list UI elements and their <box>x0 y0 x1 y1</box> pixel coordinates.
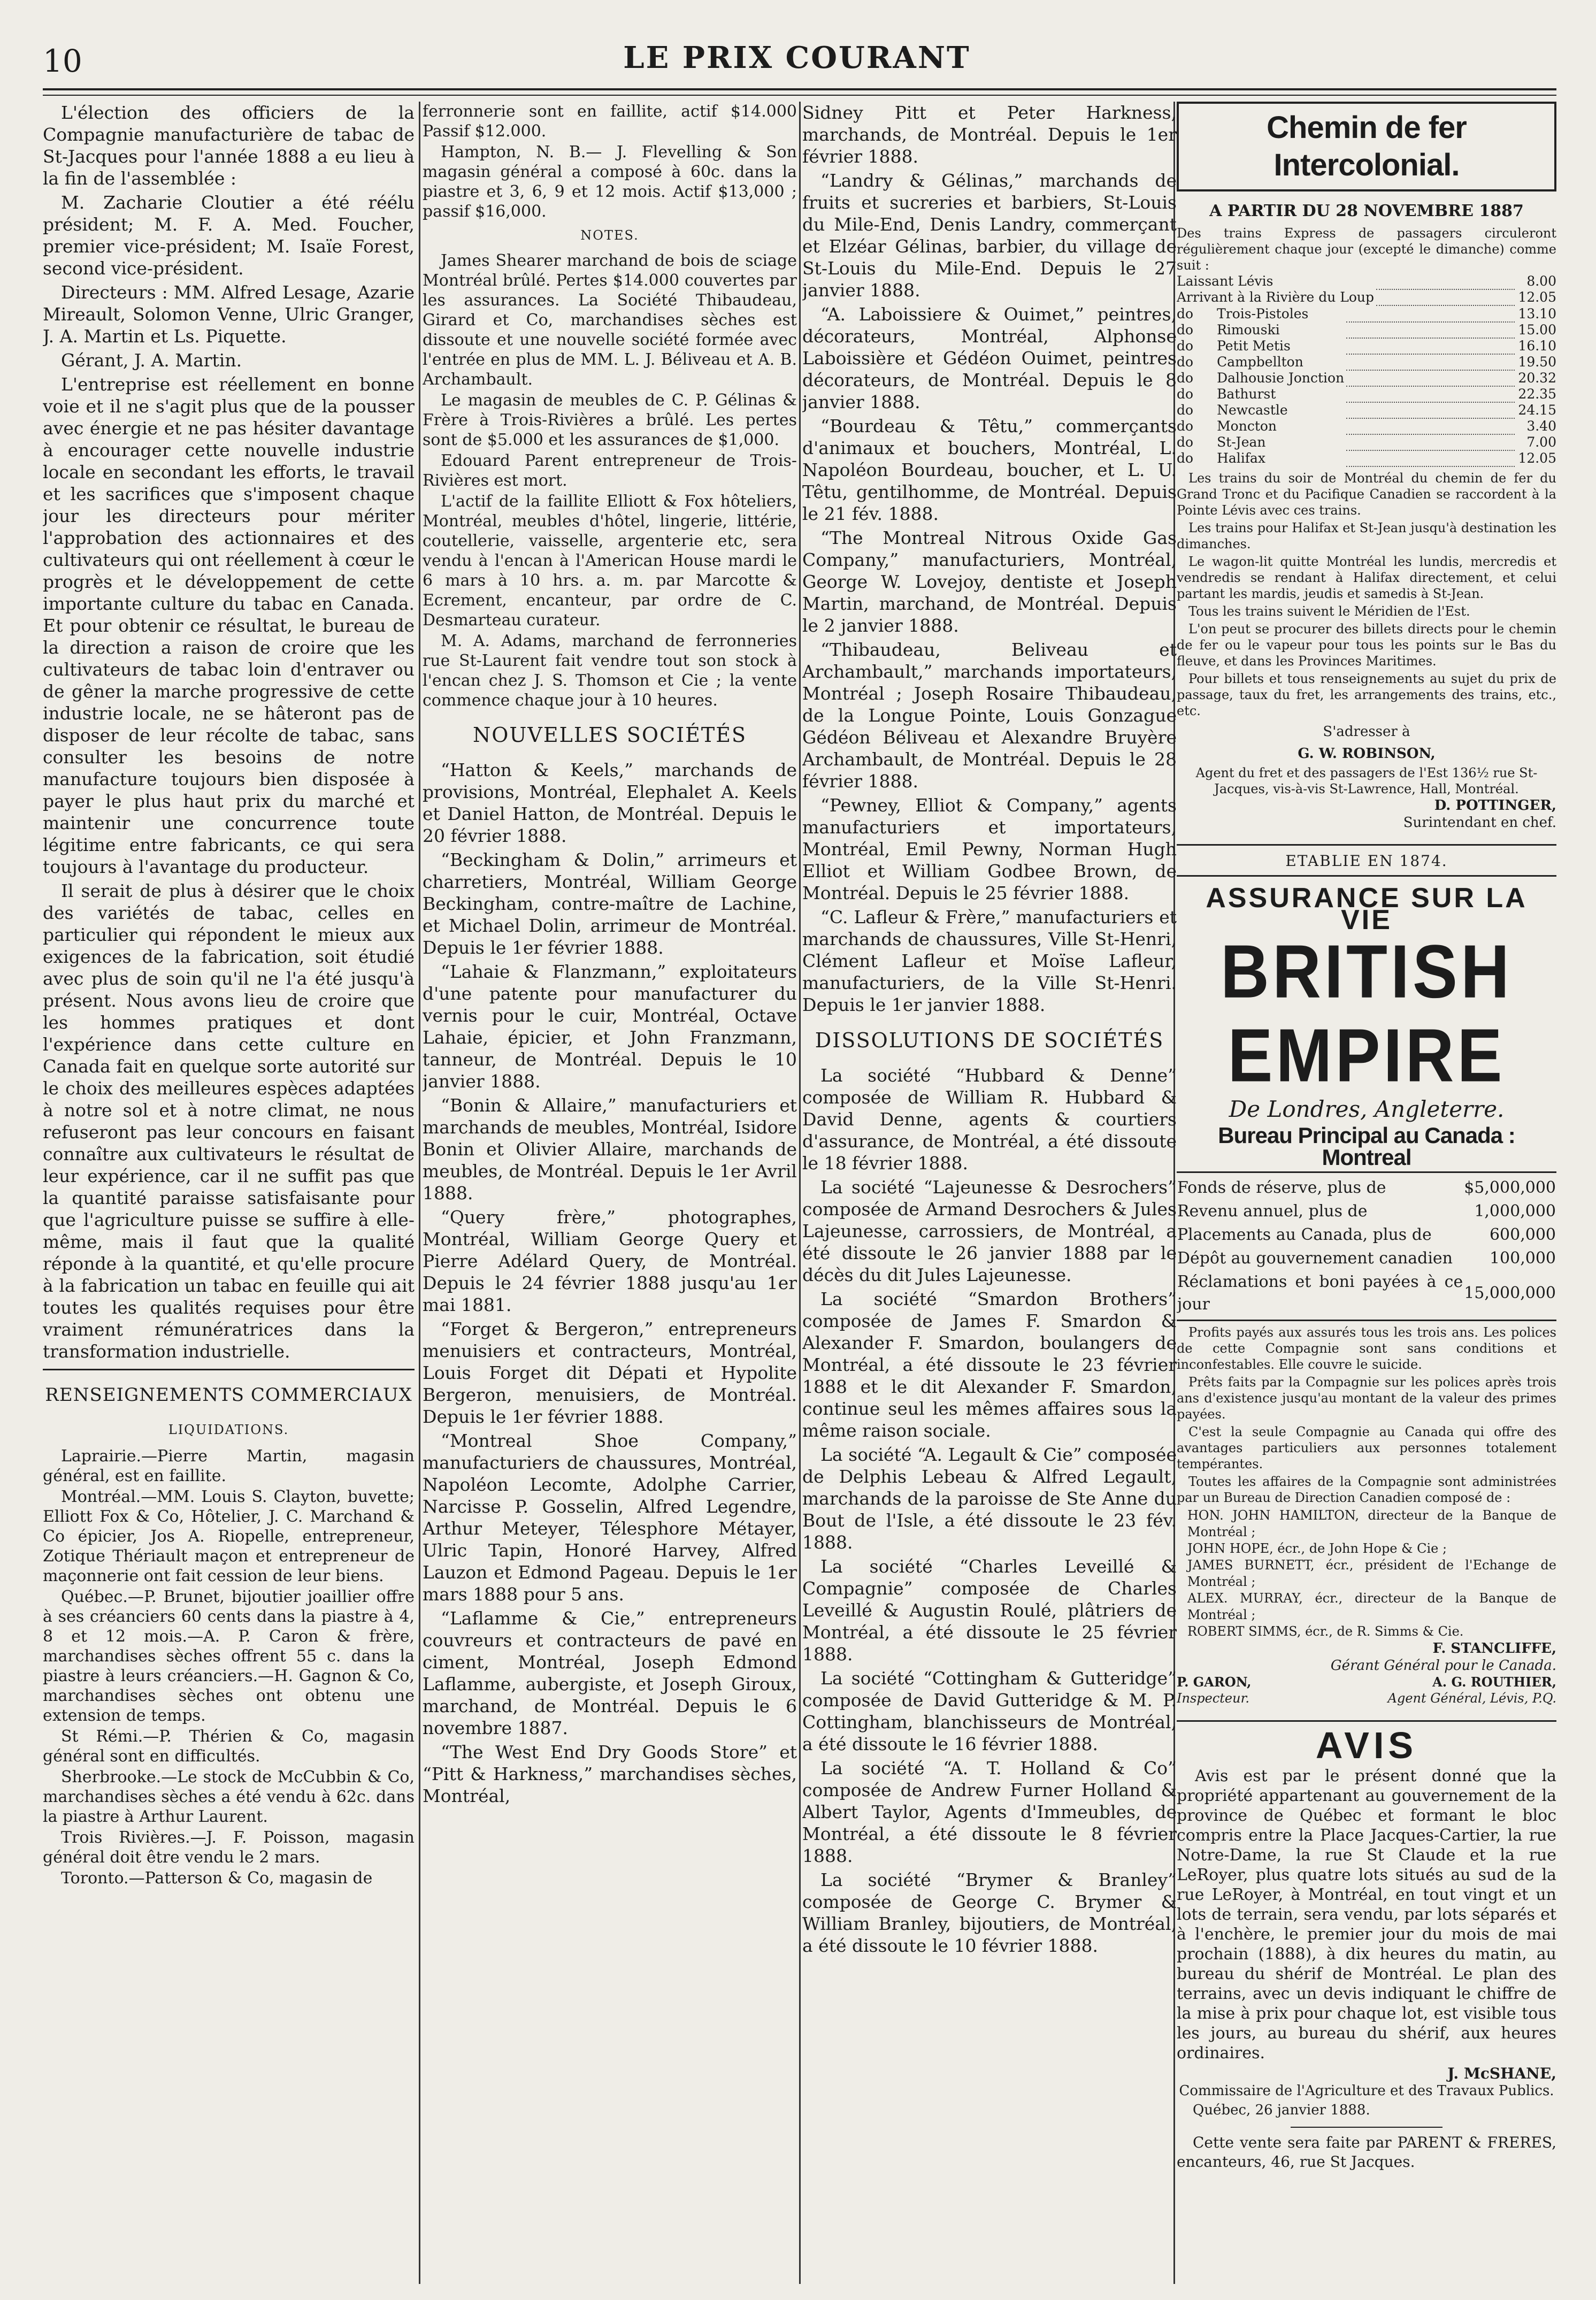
timetable-row <box>1177 354 1556 370</box>
figure-row <box>1177 1223 1556 1247</box>
list-item: “Montreal Shoe Company,” manufacturiers de chaussures, Montréal, Napoléon Lecomte, Adolphe Carrier, Narcisse P. Gosselin, Alfred Legendre, Arthur Meteyer, Télesphore Métayer, Ulric Tapin, Honoré Harvey, Alfred Lauzon et Edmond Pageau. Depuis le 1er mars 1888 pour 5 ans. <box>423 1430 797 1605</box>
arrival-time: 12.05 <box>1518 289 1556 305</box>
arrival-time: 19.50 <box>1518 354 1556 370</box>
signatories <box>1177 1674 1556 1706</box>
page-header <box>37 40 1556 83</box>
railway-title: Chemin de fer Intercolonial. <box>1267 110 1467 182</box>
list-item: La société “Cottingham & Gutteridge” composée de David Gutteridge & M. P. Cottingham, blanchisseurs de Montréal, a été dissoute le 16 février 1888. <box>802 1668 1177 1754</box>
ditto-mark: do <box>1177 402 1194 418</box>
ditto-mark: do <box>1177 418 1194 434</box>
timetable-row <box>1177 434 1556 450</box>
liquidations-list <box>43 1446 415 1888</box>
note: Pour billets et tous renseignements au sujet du prix de passage, taux du fret, les arrangements des trains, etc., etc. <box>1177 671 1556 718</box>
arrival-time: 15.00 <box>1518 322 1556 338</box>
list-item: “Laflamme & Cie,” entrepreneurs couvreurs et contracteurs de pavé en ciment, Montréal, Joseph Edmond Laflamme, aubergiste, et Joseph Giroux, marchand, de Montréal. Depuis le 6 novembre 1887. <box>423 1608 797 1738</box>
list-item: Toronto.—Patterson & Co, magasin de <box>61 1869 373 1888</box>
list-item: La société “Charles Leveillé & Compagnie” composée de Charles Leveillé & Augustin Roulé, plâtriers de Montréal, a été dissoute le 25 février 1888. <box>802 1556 1177 1665</box>
director: JAMES BURNETT, écr., président de l'Echange de Montréal ; <box>1187 1558 1556 1589</box>
list-item: “The West End Dry Goods Store” et “Pitt & Harkness,” marchandises sèches, Montréal, <box>423 1742 797 1806</box>
figure-label: Placements au Canada, plus de <box>1177 1225 1432 1244</box>
director: HON. JOHN HAMILTON, directeur de la Banque de Montréal ; <box>1187 1508 1556 1539</box>
company-city: De Londres, Angleterre. <box>1229 1096 1505 1122</box>
list-item: La société “Brymer & Branley” composée de George C. Brymer & William Branley, bijoutiers, de Montréal, a été dissoute le 10 février 1888. <box>802 1869 1177 1956</box>
timetable-row <box>1177 338 1556 354</box>
superintendent-title: Surintendant en chef. <box>1403 815 1556 831</box>
list-item: James Shearer marchand de bois de sciage Montréal brûlé. Pertes $14.000 couvertes par les assurances. La Société Thibaudeau, Girard et Co, marchandises sèches est dissoute et une nouvelle société formée avec l'entrée en plus de MM. L. J. Béliveau et A. B. Archambault. <box>423 251 797 389</box>
list-item: “Forget & Bergeron,” entrepreneurs menuisiers et contracteurs, Montréal, Louis Forget dit Dépati et Hypolite Bergeron, menuisiers, de Montréal. Depuis le 1er février 1888. <box>423 1318 797 1427</box>
inspector-title: Inspecteur. <box>1177 1691 1250 1706</box>
header-rule <box>43 88 1556 96</box>
manager-title: Gérant Général pour le Canada. <box>1330 1658 1556 1674</box>
list-item: “C. Lafleur & Frère,” manufacturiers et marchands de chaussures, Ville St-Henri, Clément Lafleur et Moïse Lafleur, manufacturiers, de la Ville St-Henri. Depuis le 1er janvier 1888. <box>802 907 1177 1015</box>
station-name: St-Jean <box>1217 434 1266 450</box>
station-name: Halifax <box>1217 450 1266 466</box>
established-year: ETABLIE EN 1874. <box>1285 852 1448 870</box>
signatory-title: Commissaire de l'Agriculture et des Travaux Publics. <box>1179 2083 1554 2099</box>
paragraph: M. Zacharie Cloutier a été réélu président; M. F. A. Med. Foucher, premier vice-président; M. Isaïe Forest, second vice-président. <box>43 192 415 279</box>
company-name: BRITISH EMPIRE <box>1221 929 1513 1098</box>
arrival-time: 3.40 <box>1526 418 1556 434</box>
list-item: Montréal.—MM. Louis S. Clayton, buvette; Elliott Fox & Co, Hôtelier, J. C. Marchand & Co épicier, Jos A. Riopelle, entrepreneur, Zotique Thériault maçon et entrepreneur de maçonnerie ont fait cession de leur biens. <box>43 1488 415 1585</box>
arrival-time: 16.10 <box>1518 338 1556 354</box>
note: C'est la seule Compagnie au Canada qui offre des avantages particuliers aux personnes totalement tempérantes. <box>1177 1424 1556 1471</box>
ditto-mark: do <box>1177 306 1194 321</box>
list-item: Trois Rivières.—J. F. Poisson, magasin général doit être vendu le 2 mars. <box>43 1828 415 1867</box>
sale-footer: Cette vente sera faite par PARENT & FRERES, encanteurs, 46, rue St Jacques. <box>1177 2134 1556 2171</box>
page-number: 10 <box>43 43 82 79</box>
figure-label: Dépôt au gouvernement canadien <box>1177 1249 1453 1268</box>
figure-value: $5,000,000 <box>1464 1178 1556 1197</box>
railway-schedule <box>1177 200 1556 831</box>
list-item: La société “Hubbard & Denne” composée de William R. Hubbard & David Denne, agents & courtiers d'assurance, de Montréal, a été dissoute le 18 février 1888. <box>802 1065 1177 1174</box>
general-agent-block <box>1388 1674 1556 1706</box>
figure-row <box>1177 1270 1556 1316</box>
insurance-notes <box>1177 1324 1556 1506</box>
address-intro: S'adresser à <box>1323 724 1410 740</box>
station-name: Trois-Pistoles <box>1217 306 1309 321</box>
business-items <box>423 102 797 710</box>
ditto-mark: do <box>1177 450 1194 466</box>
avis-title: AVIS <box>1315 1724 1418 1766</box>
list-item: Québec.—P. Brunet, bijoutier joaillier offre à ses créanciers 60 cents dans la piastre à 4, 8 et 12 mois.—A. P. Caron & frère, marchandises sèches offrent 55 c. dans la piastre à leurs créanciers.—H. Gagnon & Co, marchandises sèches ont obtenu une extension de temps. <box>43 1588 415 1725</box>
list-item: L'actif de la faillite Elliott & Fox hôteliers, Montréal, meubles d'hôtel, lingerie, littérie, coutellerie, vaisselle, argenterie etc, sera vendu à l'encan à l'American House mardi le 6 mars à 10 hrs. a. m. par Marcotte & Ecrement, encanteur, par ordre de C. Desmarteau curateur. <box>423 492 797 630</box>
section-heading-nouvelles-societes: NOUVELLES SOCIÉTÉS <box>472 723 747 747</box>
inspector-block <box>1177 1674 1252 1706</box>
list-item: “Thibaudeau, Beliveau et Archambault,” marchands importateurs, Montréal ; Joseph Rosaire Thibaudeau, de la Longue Pointe, Louis Gonzague Gédéon Béliveau et Alexandre Bruyère Archambault, de Montréal. Depuis le 28 février 1888. <box>802 639 1177 792</box>
note: Les trains pour Halifax et St-Jean jusqu'à destination les dimanches. <box>1177 520 1556 551</box>
list-item: La société “Smardon Brothers” composée de James F. Smardon & Alexander F. Smardon, boulangers de Montréal, a été dissoute le 23 février 1888 et le dit Alexander F. Smardon, continue seul les mêmes affaires sous la même raison sociale. <box>802 1289 1177 1441</box>
manager-name: F. STANCLIFFE, <box>1432 1640 1556 1657</box>
column-1 <box>43 102 415 2284</box>
list-item: La société “A. T. Holland & Co” composée de Andrew Furner Holland & Albert Taylor, Agents d'Immeubles, de Montréal, a été dissoute le 8 février 1888. <box>802 1758 1177 1866</box>
list-item: “The Montreal Nitrous Oxide Gas Company,” manufacturiers, Montréal, George W. Lovejoy, dentiste et Joseph Martin, marchand, de Montréal. Depuis le 2 janvier 1888. <box>802 527 1177 636</box>
arrival-time: 20.32 <box>1518 370 1556 386</box>
agent-name: G. W. ROBINSON, <box>1298 746 1436 762</box>
director: ROBERT SIMMS, écr., de R. Simms & Cie. <box>1187 1624 1464 1639</box>
agent-address: Agent du fret et des passagers de l'Est 136½ rue St-Jacques, vis-à-vis St-Lawrence, Hall, Montréal. <box>1195 765 1538 796</box>
timetable-row <box>1177 289 1556 305</box>
figure-value: 1,000,000 <box>1474 1202 1556 1221</box>
superintendent-name: D. POTTINGER, <box>1434 798 1556 814</box>
list-item: “Lahaie & Flanzmann,” exploitateurs d'une patente pour manufacturer du vernis pour le cuir, Montréal, Octave Lahaie, épicier, et John Franzmann, tanneur, de Montréal. Depuis le 10 janvier 1888. <box>423 961 797 1092</box>
new-companies-list <box>423 759 797 1807</box>
list-item: “Bourdeau & Têtu,” commerçants d'animaux et bouchers, Montréal, L. Napoléon Bourdeau, boucher, et L. U. Têtu, gentilhomme, de Montréal. Depuis le 21 fév. 1888. <box>802 416 1177 524</box>
column-3 <box>802 102 1177 2284</box>
figure-value: 600,000 <box>1489 1225 1556 1244</box>
subheading-liquidations: LIQUIDATIONS. <box>168 1422 289 1437</box>
ditto-mark: do <box>1177 322 1194 338</box>
timetable-row <box>1177 418 1556 434</box>
list-item: Edouard Parent entrepreneur de Trois-Rivières est mort. <box>423 451 797 490</box>
figure-row <box>1177 1247 1556 1270</box>
list-item: Sidney Pitt et Peter Harkness, marchands, de Montréal. Depuis le 1er février 1888. <box>802 102 1177 167</box>
list-item: Laprairie.—Pierre Martin, magasin général, est en faillite. <box>43 1447 415 1485</box>
departure-time: 8.00 <box>1526 273 1556 289</box>
railway-subtitle: A PARTIR DU 28 NOVEMBRE 1887 <box>1209 202 1524 220</box>
rule <box>1177 875 1556 877</box>
list-item: “A. Laboissiere & Ouimet,” peintres, décorateurs, Montréal, Alphonse Laboissière et Gédéon Ouimet, peintres décorateurs, de Montréal. Depuis le 8 janvier 1888. <box>802 304 1177 412</box>
timetable <box>1177 273 1556 306</box>
list-item: Sherbrooke.—Le stock de McCubbin & Co, marchandises sèches a été vendu à 62c. dans la piastre à Arthur Laurent. <box>43 1768 415 1826</box>
paragraph: L'élection des officiers de la Compagnie manufacturière de tabac de St-Jacques pour l'année 1888 a eu lieu à la fin de l'assemblée : <box>43 102 415 189</box>
figure-value: 100,000 <box>1489 1249 1556 1268</box>
section-rule <box>1177 844 1556 846</box>
dissolutions-list <box>802 1064 1177 1957</box>
section-rule <box>43 1369 415 1370</box>
list-item: St Rémi.—P. Thérien & Co, magasin général sont en difficultés. <box>43 1727 415 1766</box>
list-item: ferronnerie sont en faillite, actif $14.000 Passif $12.000. <box>423 102 797 141</box>
financial-figures <box>1177 1176 1556 1316</box>
inspector-name: P. GARON, <box>1177 1674 1252 1690</box>
head-office: Bureau Principal au Canada : Montreal <box>1218 1123 1515 1170</box>
figure-label: Revenu annuel, plus de <box>1177 1202 1368 1221</box>
paragraph: Avis est par le présent donné que la propriété appartenant au gouvernement de la province de Québec et formant le bloc compris entre la Place Jacques-Cartier, la rue Notre-Dame, la rue St Claude et la rue LeRoyer, plus quatre lots situés au sud de la rue LeRoyer, à Montréal, en tout vingt et un lots de terrain, sera vendu, par lots séparés et à l'enchère, le premier jour du mois de mai prochain (1888), à dix heures du matin, au bureau du shérif de Montréal. Le plan des terrains, avec un devis indiquant le chiffre de la mise à prix pour chaque lot, est visible tous les jours, au bureau du shérif, aux heures ordinaires. <box>1177 1767 1556 2063</box>
figure-row <box>1177 1200 1556 1223</box>
list-item: M. A. Adams, marchand de ferronneries rue St-Laurent fait vendre tout son stock à l'encan chez J. S. Thomson et Cie ; la vente commence chaque jour à 10 heures. <box>423 632 797 710</box>
station-name: Campbellton <box>1217 354 1303 370</box>
timetable-row <box>1177 322 1556 338</box>
railway-notes <box>1177 470 1556 719</box>
railway-advertisement <box>1177 102 1556 191</box>
column-2 <box>423 102 797 2284</box>
note: Toutes les affaires de la Compagnie sont administrées par un Bureau de Direction Canadien composé de : <box>1177 1474 1556 1505</box>
timetable-stops <box>1177 306 1556 467</box>
list-item: “Query frère,” photographes, Montréal, William George Query et Pierre Adélard Query, de Montréal. Depuis le 24 février 1888 jusqu'au 1er mai 1881. <box>423 1207 797 1315</box>
figure-row <box>1177 1176 1556 1200</box>
timetable-row <box>1177 306 1556 322</box>
figure-value: 15,000,000 <box>1464 1284 1556 1302</box>
paragraph: Directeurs : MM. Alfred Lesage, Azarie Mireault, Solomon Venne, Ulric Granger, J. A. Martin et Ls. Piquette. <box>43 282 415 347</box>
paragraph: Il serait de plus à désirer que le choix des variétés de tabac, celles en particulier qui répondent le mieux aux exigences de la fabrication, soit étudié avec plus de soin qu'il ne l'a été jusqu'à présent. Nous avons lieu de croire que les hommes pratiques et dont l'expérience dans cette culture en Canada fait en quelque sorte autorité sur le choix des meilleures espèces adaptées à notre sol et à notre climat, ne nous refuseront pas leur concours en faisant connaître aux cultivateurs le résultat de leur expérience, car il ne suffit pas que la quantité paraisse satisfaisante pour que l'agriculture puisse se suffire à elle-même, mais il faut que la qualité réponde à la quantité, et qu'elle procure à la fabrication un tabac en feuille qui ait toutes les qualités requises pour être vraiment rémunératrices dans la transformation industrielle. <box>43 880 415 1362</box>
list-item: “Beckingham & Dolin,” arrimeurs et charretiers, Montréal, William George Beckingham, contre-maître de Lachine, et Michael Dolin, arrimeur de Montréal. Depuis le 1er février 1888. <box>423 849 797 958</box>
station-name: Arrivant à la Rivière du Loup <box>1177 289 1375 305</box>
notice-date: Québec, 26 janvier 1888. <box>1193 2102 1370 2118</box>
note: Tous les trains suivent le Méridien de l'Est. <box>1188 604 1470 619</box>
insurance-advertisement <box>1177 850 1556 1706</box>
station-name: Petit Metis <box>1217 338 1291 354</box>
note: Le wagon-lit quitte Montréal les lundis, mercredis et vendredis se rendant à Halifax directement, et celui partant les mardis, jeudis et samedis à St-Jean. <box>1177 554 1556 601</box>
note: L'on peut se procurer des billets directs pour le chemin de fer ou le vapeur pour tous les points sur le Bas du fleuve, et dans les Provinces Maritimes. <box>1177 622 1556 669</box>
paragraph: Gérant, J. A. Martin. <box>61 350 242 371</box>
avis-notice <box>1177 1724 1556 2172</box>
station-name: Newcastle <box>1217 402 1288 418</box>
figure-label: Réclamations et boni payées à ce jour <box>1177 1272 1463 1314</box>
timetable-row <box>1177 402 1556 418</box>
figure-label: Fonds de réserve, plus de <box>1177 1178 1386 1197</box>
paragraph: L'entreprise est réellement en bonne voie et il ne s'agit plus que de la pousser avec énergie et ne pas hésiter davantage à encourager cette nouvelle industrie locale en secondant les efforts, le travail et les sacrifices que s'imposent chaque jour les directeurs pour mériter l'approbation des actionnaires et des cultivateurs qui ont réellement à cœur le progrès et le développement de cette importante culture du tabac en Canada. Et pour obtenir ce résultat, le bureau de la direction a raison de croire que les cultivateurs de tabac loin d'entraver ou de gêner la marche progressive de cette industrie locale, ne se hâteront pas de disposer de leur récolte de tabac, sans consulter les besoins de notre manufacture toujours bien disposée à payer le plus haut prix du marché et maintenir une concurrence toute légitime entre fabricants, ce qui sera toujours à l'avantage du producteur. <box>43 374 415 877</box>
timetable-row <box>1177 386 1556 402</box>
list-item: Le magasin de meubles de C. P. Gélinas & Frère à Trois-Rivières a brûlé. Les pertes sont de $5.000 et les assurances de $1,000. <box>423 391 797 449</box>
newspaper-title: LE PRIX COURANT <box>623 40 971 75</box>
railway-intro: Des trains Express de passagers circuleront régulièrement chaque jour (excepté le dimanche) comme suit : <box>1177 226 1556 273</box>
new-companies-continued <box>802 102 1177 1016</box>
general-agent-title: Agent Général, Lévis, P.Q. <box>1387 1691 1556 1706</box>
ditto-mark: do <box>1177 370 1194 386</box>
station-name: Moncton <box>1217 418 1277 434</box>
list-item: La société “Lajeunesse & Desrochers” composée de Armand Desrochers & Jules Lajeunesse, carrossiers, de Montréal, a été dissoute le 26 janvier 1888 par le décès du dit Jules Lajeunesse. <box>802 1177 1177 1285</box>
list-item: “Bonin & Allaire,” manufacturiers et marchands de meubles, Montréal, Isidore Bonin et Olivier Allaire, marchands de meubles, de Montréal. Depuis le 1er Avril 1888. <box>423 1095 797 1203</box>
ditto-mark: do <box>1177 354 1194 370</box>
arrival-time: 12.05 <box>1518 450 1556 466</box>
rule <box>1177 1320 1556 1321</box>
station-name: Bathurst <box>1217 386 1276 402</box>
station-name: Dalhousie Jonction <box>1217 370 1345 386</box>
ditto-mark: do <box>1177 434 1194 450</box>
station-name: Rimouski <box>1217 322 1280 338</box>
column-divider <box>419 102 420 2284</box>
note: Prêts faits par la Compagnie sur les polices après trois ans d'existence jusqu'au montant de la valeur des primes payées. <box>1177 1375 1556 1422</box>
avis-body <box>1177 1766 1556 2063</box>
section-heading-renseignements: RENSEIGNEMENTS COMMERCIAUX <box>45 1384 412 1406</box>
signatory-name: J. McSHANE, <box>1447 2065 1556 2082</box>
list-item: “Pewney, Elliot & Company,” agents manufacturiers et importateurs, Montréal, Emil Pewny, Norman Hugh Elliot et William Godbee Brown, de Montréal. Depuis le 25 février 1888. <box>802 795 1177 903</box>
list-item: “Hatton & Keels,” marchands de provisions, Montréal, Elephalet A. Keels et Daniel Hatton, de Montréal. Depuis le 20 février 1888. <box>423 760 797 846</box>
timetable-row <box>1177 273 1556 289</box>
station-name: Laissant Lévis <box>1177 273 1273 289</box>
list-item: La société “A. Legault & Cie” composée de Delphis Lebeau & Alfred Legault, marchands de la paroisse de Ste Anne du Bout de l'Isle, a été dissoute le 23 fév. 1888. <box>802 1444 1177 1553</box>
note: Profits payés aux assurés tous les trois ans. Les polices de cette Compagnie sont sans conditions et inconfestables. Elle couvre le suicide. <box>1177 1325 1556 1372</box>
list-item: Hampton, N. B.— J. Flevelling & Son magasin général a composé à 60c. dans la piastre et 3, 6, 9 et 12 mois. Actif $13,000 ; passif $16,000. <box>423 143 797 221</box>
arrival-time: 22.35 <box>1518 386 1556 402</box>
ditto-mark: do <box>1177 386 1194 402</box>
arrival-time: 7.00 <box>1526 434 1556 450</box>
rule <box>1177 1171 1556 1173</box>
timetable-row <box>1177 370 1556 386</box>
arrival-time: 13.10 <box>1518 306 1556 321</box>
note: Les trains du soir de Montréal du chemin de fer du Grand Tronc et du Pacifique Canadien se raccordent à la Pointe Lévis avec ces trains. <box>1177 471 1556 518</box>
director: ALEX. MURRAY, écr., directeur de la Banque de Montréal ; <box>1187 1591 1556 1622</box>
timetable-row <box>1177 450 1556 466</box>
list-item: “Landry & Gélinas,” marchands de fruits et sucreries et barbiers, St-Louis du Mile-End, Denis Landry, commerçant et Elzéar Gélinas, barbier, du village de St-Louis du Mile-End. Depuis le 27 janvier 1888. <box>802 170 1177 301</box>
section-rule <box>1177 1720 1556 1722</box>
subheading-notes: NOTES. <box>580 228 639 243</box>
arrival-time: 24.15 <box>1518 402 1556 418</box>
insurance-type: ASSURANCE SUR LA VIE <box>1206 883 1528 936</box>
column-4-advertisements <box>1177 102 1556 2284</box>
director: JOHN HOPE, écr., de John Hope & Cie ; <box>1187 1541 1447 1556</box>
column-divider <box>799 102 801 2284</box>
election-article <box>43 102 415 1362</box>
section-heading-dissolutions: DISSOLUTIONS DE SOCIÉTÉS <box>815 1029 1164 1052</box>
ditto-mark: do <box>1177 338 1194 354</box>
general-agent-name: A. G. ROUTHIER, <box>1432 1674 1556 1690</box>
rule <box>1291 2127 1442 2128</box>
directors-list <box>1177 1507 1556 1640</box>
